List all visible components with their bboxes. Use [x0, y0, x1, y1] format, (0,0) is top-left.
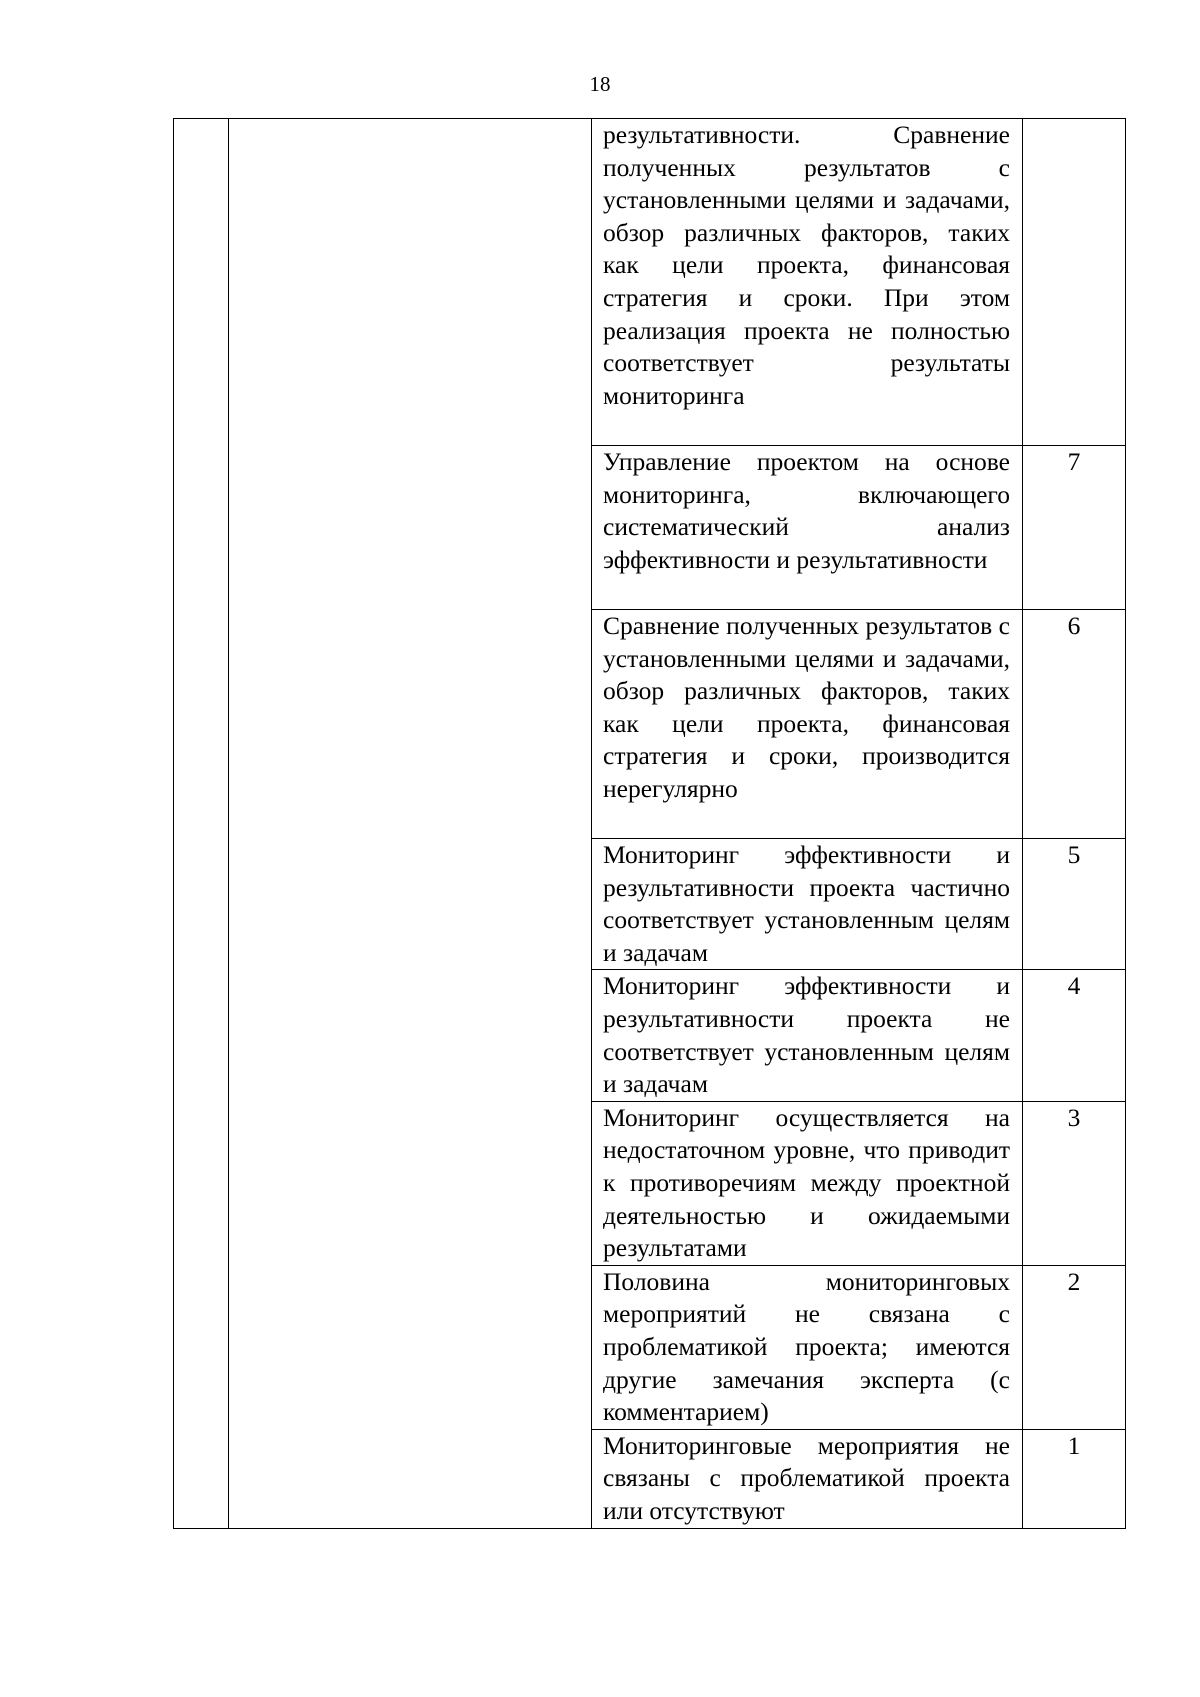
table-row	[174, 119, 1126, 446]
description-cell	[592, 1101, 1023, 1265]
score-cell: 4	[1023, 970, 1126, 1101]
description-text: Мониторинг осуществляется на недостаточном уровне, что приводит к противоречиям между проектной деятельностью и ожидаемыми результатами	[603, 1102, 1010, 1263]
description-cell	[592, 839, 1023, 970]
description-text: Мониторинговые мероприятия не связаны с проблематикой проекта или отсутствуют	[603, 1430, 1010, 1525]
description-cell	[592, 119, 1023, 446]
score-cell: 3	[1023, 1101, 1126, 1265]
description-cell	[592, 1429, 1023, 1528]
description-text: Мониторинг эффективности и результативности проекта не соответствует установленным целям и задачам	[603, 971, 1010, 1099]
score-cell	[1023, 119, 1126, 446]
description-text: Мониторинг эффективности и результативности проекта частично соответствует установленным целям и задачам	[603, 840, 1010, 967]
description-text: Половина мониторинговых мероприятий не связана с проблематикой проекта; имеются другие замечания эксперта (с комментарием)	[603, 1266, 1010, 1427]
criteria-table	[173, 118, 1126, 1529]
score-cell: 7	[1023, 446, 1126, 610]
description-text: Сравнение полученных результатов с установленными целями и задачами, обзор различных факторов, таких как цели проекта, финансовая стратегия и сроки, производится нерегулярно	[603, 611, 1010, 803]
number-column-cell	[174, 119, 229, 1529]
criterion-column-cell	[229, 119, 592, 1529]
score-cell: 2	[1023, 1265, 1126, 1429]
description-cell	[592, 970, 1023, 1101]
description-cell	[592, 610, 1023, 839]
score-cell: 6	[1023, 610, 1126, 839]
page-number: 18	[589, 72, 611, 96]
description-cell	[592, 1265, 1023, 1429]
description-text: результативности. Сравнение полученных результатов с установленными целями и задачами, обзор различных факторов, таких как цели проекта, финансовая стратегия и сроки. При этом реализация проекта не полностью соответствует результаты мониторинга	[603, 120, 1010, 410]
description-text: Управление проектом на основе мониторинга, включающего систематический анализ эффективности и результативности	[603, 447, 1010, 574]
score-cell: 5	[1023, 839, 1126, 970]
description-cell	[592, 446, 1023, 610]
score-cell: 1	[1023, 1429, 1126, 1528]
